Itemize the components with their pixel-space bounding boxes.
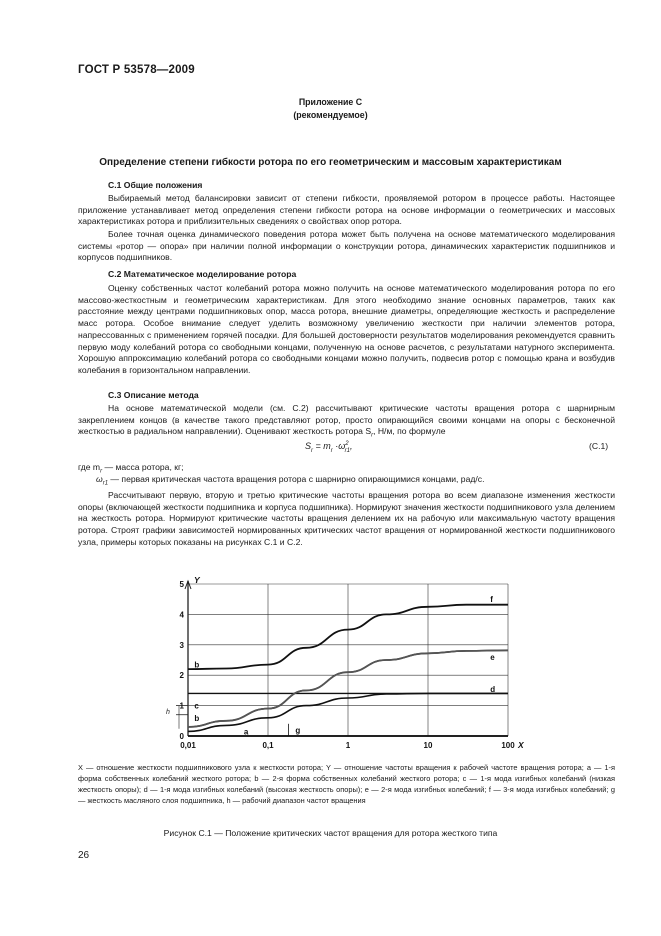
x-axis-label: X bbox=[518, 740, 524, 750]
curve-label-1: b bbox=[194, 713, 200, 723]
page-number: 26 bbox=[78, 850, 90, 861]
where-mass: где $m_r$ — масса ротора, кг; bbox=[78, 462, 184, 475]
section-c1-heading: С.1 Общие положения bbox=[108, 180, 203, 190]
section-c2-heading: С.2 Математическое моделирование ротора bbox=[108, 269, 297, 279]
formula-c1: $S_r = m_r \cdot\omega^2_{r1}$, bbox=[305, 441, 353, 454]
curve-label-5: e bbox=[490, 652, 495, 662]
curve-label-3: c bbox=[194, 701, 199, 711]
curve-label-0: a bbox=[243, 727, 249, 737]
curve-label-7: g bbox=[295, 725, 301, 735]
y-tick-3: 3 bbox=[179, 640, 184, 650]
band-label: h bbox=[166, 709, 170, 717]
figure-caption: X — отношение жесткости подшипникового узла к жесткости ротора; Y — отношение частоты вращения к рабочей частоте вращения ротора; а — 1-я форма собственных колебаний жесткого ротора; b — 2-я форма собственных колебаний жесткого ротора; с — 1-я мода изгибных колебаний (низкая жесткость опоры); d — 1-я мода изгибных колебаний (высокая жесткость опоры); е — 2-я мода изгибных колебаний; f — 3-я мода изгибных колебаний; g — жесткость масляного слоя подшипника, h — рабочий диапазон частот вращения bbox=[78, 763, 615, 805]
curve-label-6: f bbox=[490, 595, 493, 605]
section-c3-heading: С.3 Описание метода bbox=[108, 390, 199, 400]
critical-speed-chart bbox=[160, 576, 540, 754]
y-tick-4: 4 bbox=[179, 610, 184, 620]
x-tick-2: 1 bbox=[345, 741, 351, 750]
x-tick-4: 100 bbox=[501, 741, 515, 750]
section-c3-paragraph-1: На основе математической модели (см. С.2) рассчитывают критические частоты вращения ротора с шарнирным закреплением концов (в качестве такого представляют ротор, просто опирающийся своими концами на опоры с бесконечной жесткостью в радиальном направлении). Оценивают жесткость ротора $S_r$, Н/м, по формуле bbox=[78, 403, 615, 440]
section-c1-paragraph-1: Выбираемый метод балансировки зависит от степени гибкости, проявляемой ротором в процессе работы. Настоящее приложение устанавливает метод определения степени гибкости ротора на основе информации о геометрических и массовых характеристиках ротора и приблизительных сведениях о свойствах опор ротора. bbox=[78, 193, 615, 227]
chart-curve-labels bbox=[194, 595, 495, 736]
y-tick-5: 5 bbox=[179, 580, 184, 589]
where-omega: $\omega_{r1}$ — первая критическая частота вращения ротора с шарнирно опирающимися концами, рад/с. bbox=[96, 474, 485, 487]
equation-number: (С.1) bbox=[589, 441, 609, 451]
y-tick-0: 0 bbox=[179, 732, 184, 741]
curve-label-4: d bbox=[490, 684, 496, 694]
x-tick-3: 10 bbox=[423, 741, 433, 750]
main-title: Определение степени гибкости ротора по его геометрическим и массовым характеристикам bbox=[99, 157, 562, 168]
curve-label-2: b bbox=[194, 660, 200, 670]
x-tick-0: 0,01 bbox=[180, 741, 196, 750]
section-c1-paragraph-2: Более точная оценка динамического поведения ротора может быть получена на основе математического моделирования системы «ротор — опора» при наличии полной информации о конструкции ротора, динамических характеристик подшипников и корпусов подшипников. bbox=[78, 229, 615, 263]
section-c3-paragraph-2: Рассчитывают первую, вторую и третью критические частоты вращения ротора во всем диапазоне изменения жесткости опоры (включающей жесткости подшипника и корпуса подшипника). Нормируют значения жесткости подшипникового узла делением на жесткость ротора. Нормируют критические частоты вращения делением их на рабочую или максимальную частоту вращения ротора. Строят графики зависимостей нормированных критических частот вращения от нормированной жесткости подшипникового узла, примеры которых показаны на рисунках С.1 и С.2. bbox=[78, 490, 615, 547]
section-c2-paragraph-1: Оценку собственных частот колебаний ротора можно получить на основе математического моделирования ротора по его массово-жесткостным и геометрическим характеристикам. Для этого необходимо знание основных параметров, таких как расстояние между центрами подшипниковых опор, масса ротора, внешние диаметры, определяющие жесткость и распределение масс ротора. Особое внимание следует уделить возможному увеличению жесткости при наличии элементов ротора, напрессованных с применением горячей посадки. Для большей достоверности результатов моделирования рекомендуется сравнить первую моду колебаний ротора со свободными концами, полученную на основе расчетов, с результатами натурного эксперимента. Хорошую аппроксимацию колебаний ротора со свободными концами можно получить, подвесив ротор с помощью крана и возбудив колебания в горизонтальном направлении. bbox=[78, 283, 615, 375]
y-axis-label: Y bbox=[194, 576, 200, 585]
appendix-title: Приложение С bbox=[298, 97, 363, 107]
y-tick-2: 2 bbox=[179, 671, 184, 681]
x-tick-1: 0,1 bbox=[262, 741, 274, 750]
chart-ticks bbox=[180, 576, 525, 750]
standard-header: ГОСТ Р 53578—2009 bbox=[78, 64, 195, 76]
y-tick-1: 1 bbox=[179, 701, 184, 711]
figure-title: Рисунок С.1 — Положение критических частот вращения для ротора жесткого типа bbox=[163, 828, 498, 838]
appendix-subtitle: (рекомендуемое) bbox=[293, 110, 368, 120]
working-band bbox=[166, 706, 188, 729]
